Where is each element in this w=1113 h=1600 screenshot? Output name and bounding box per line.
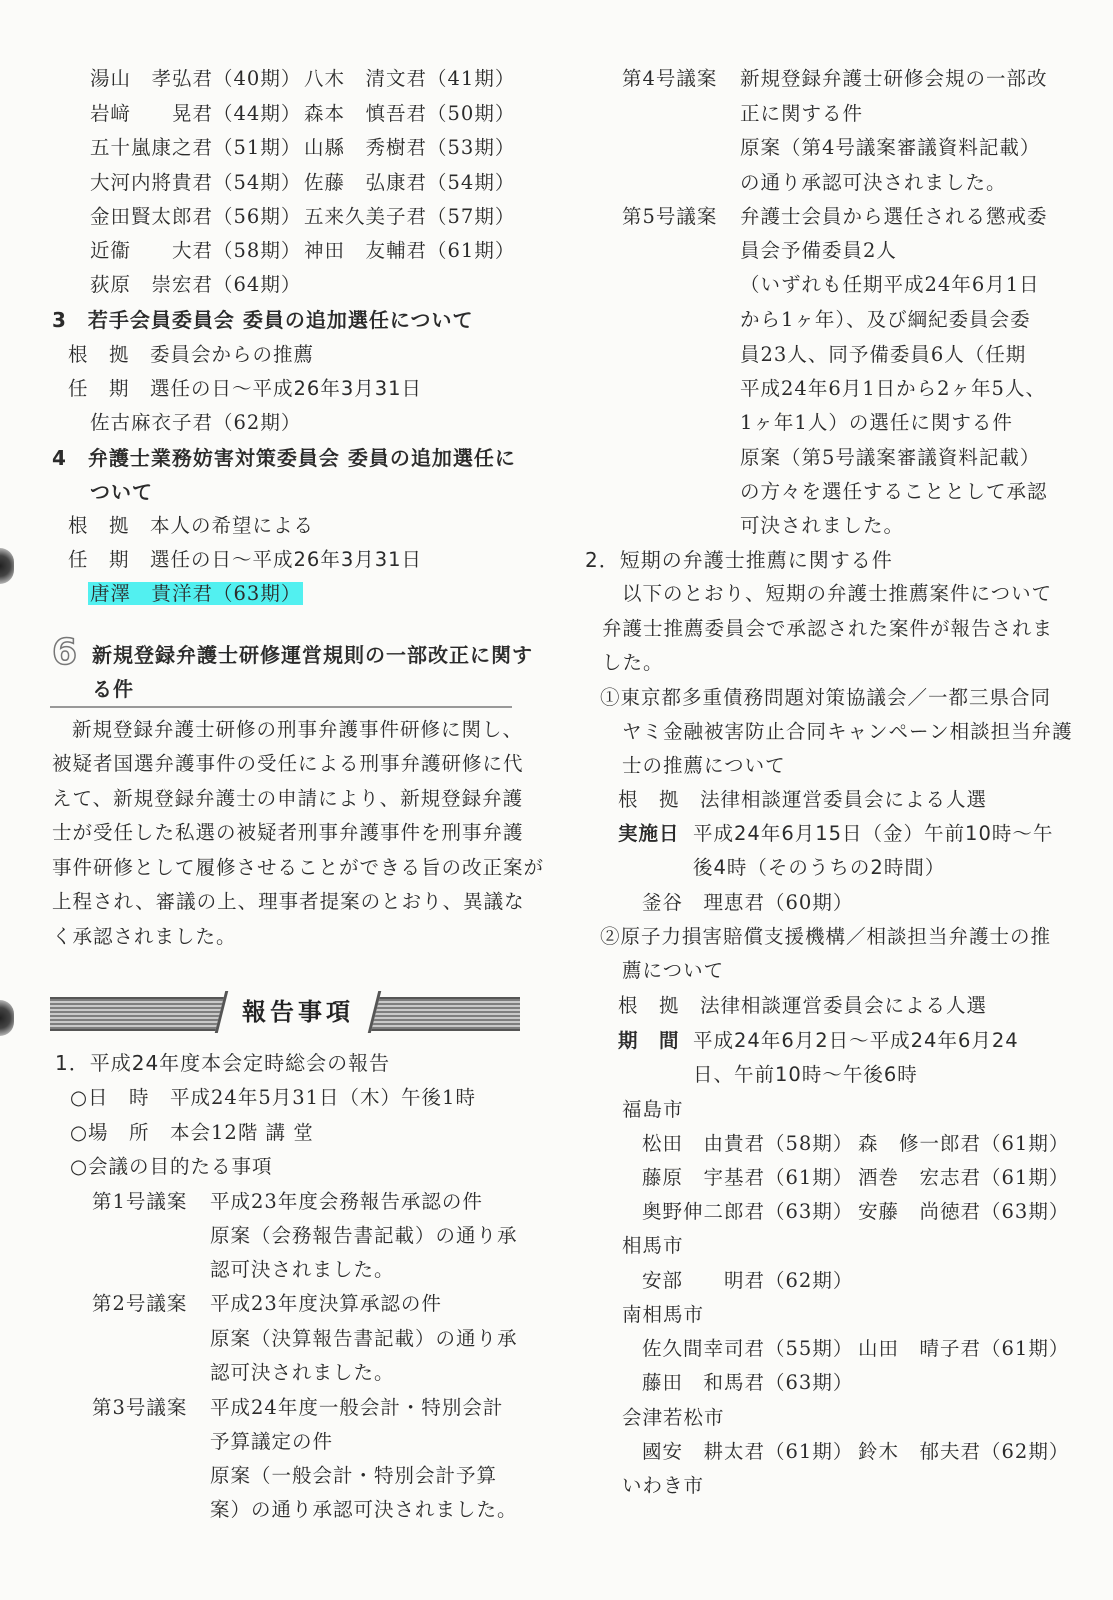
agenda-label: 第4号議案	[622, 67, 718, 90]
member-name: 國安 耕太君（61期）	[642, 1440, 854, 1463]
report-banner	[50, 991, 520, 1033]
member-name: 山田 晴子君（61期）	[858, 1337, 1070, 1360]
city-name: 福島市	[622, 1098, 684, 1121]
member-name: 近衞 大君（58期）	[90, 239, 302, 262]
report-item1-heading: 1．平成24年度本会定時総会の報告	[55, 1051, 391, 1075]
agenda-line: 員会予備委員2人	[740, 239, 897, 262]
agenda-line: 原案（第4号議案審議資料記載）	[740, 136, 1041, 159]
item3-heading: 3 若手会員委員会 委員の追加選任について	[52, 308, 474, 332]
paragraph-line: く承認されました。	[52, 925, 237, 948]
agenda-line: 認可決されました。	[210, 1361, 395, 1384]
case2-term-label: 期 間	[618, 1029, 680, 1052]
member-name: 奥野伸二郎君（63期）	[642, 1200, 854, 1223]
member-name: 佐久間幸司君（55期）	[642, 1337, 854, 1360]
meeting-purpose: ○会議の目的たる事項	[70, 1155, 273, 1178]
member-name: 松田 由貴君（58期）	[642, 1132, 854, 1155]
member-name: 藤原 宇基君（61期）	[642, 1166, 854, 1189]
item4-member	[88, 581, 303, 607]
agenda-line: 平成23年度会務報告承認の件	[210, 1190, 483, 1213]
city-name: いわき市	[622, 1474, 705, 1497]
member-name: 神田 友輔君（61期）	[304, 239, 516, 262]
agenda-line: 平成24年6月1日から2ヶ年5人、	[740, 377, 1046, 400]
city-name: 会津若松市	[622, 1406, 725, 1429]
member-name: 金田賢太郎君（56期）	[90, 205, 302, 228]
case1-basis: 根 拠 法律相談運営委員会による人選	[618, 788, 988, 811]
city-name: 相馬市	[622, 1234, 684, 1257]
member-name: 大河内將貴君（54期）	[90, 171, 302, 194]
case1-title-cont: 士の推薦について	[622, 754, 786, 777]
section-number: 6	[52, 632, 78, 673]
agenda-line: 1ヶ年1人）の選任に関する件	[740, 411, 1013, 434]
case2-basis: 根 拠 法律相談運営委員会による人選	[618, 994, 988, 1017]
agenda-line: の方々を選任することとして承認	[740, 480, 1048, 503]
case2-title-cont: 薦について	[622, 959, 725, 982]
item3-basis: 根 拠 委員会からの推薦	[68, 343, 315, 366]
agenda-label: 第1号議案	[92, 1190, 188, 1213]
paragraph-line: 弁護士推薦委員会で承認された案件が報告されま	[602, 617, 1054, 640]
section6-title: 新規登録弁護士研修運営規則の一部改正に関す	[92, 643, 533, 667]
member-name: 酒巻 宏志君（61期）	[858, 1166, 1070, 1189]
agenda-line: の通り承認可決されました。	[740, 171, 1007, 194]
paragraph-line: 上程され、審議の上、理事者提案のとおり、異議な	[52, 890, 525, 913]
report-banner-title: 報告事項	[242, 998, 354, 1026]
member-name: 森本 慎吾君（50期）	[304, 102, 516, 125]
agenda-line: 予算議定の件	[210, 1430, 334, 1453]
member-name: 荻原 崇宏君（64期）	[90, 273, 302, 296]
agenda-label: 第3号議案	[92, 1396, 188, 1419]
member-name: 森 修一郎君（61期）	[858, 1132, 1070, 1155]
agenda-line: から1ヶ年）、及び綱紀委員会委	[740, 308, 1031, 331]
member-name: 藤田 和馬君（63期）	[642, 1371, 854, 1394]
member-name: 岩﨑 晃君（44期）	[90, 102, 302, 125]
city-name: 南相馬市	[622, 1303, 705, 1326]
item4-heading: 4 弁護士業務妨害対策委員会 委員の追加選任に	[52, 446, 516, 470]
binder-hole	[0, 548, 14, 584]
case1-title: ①東京都多重債務問題対策協議会／一都三県合同	[600, 686, 1052, 709]
agenda-line: 認可決されました。	[210, 1258, 395, 1281]
member-name: 八木 清文君（41期）	[304, 67, 516, 90]
agenda-label: 第5号議案	[622, 205, 718, 228]
highlighted-name: 唐澤 貴洋君（63期）	[90, 582, 302, 605]
meeting-date: ○日 時 平成24年5月31日（木）午後1時	[70, 1086, 476, 1109]
section6-title-cont: る件	[92, 677, 134, 701]
item2-heading: 2．短期の弁護士推薦に関する件	[585, 548, 893, 572]
agenda-line: 可決されました。	[740, 514, 905, 537]
paragraph-line: 新規登録弁護士研修の刑事弁護事件研修に関し、	[72, 718, 524, 741]
agenda-line: 原案（一般会計・特別会計予算	[210, 1464, 498, 1487]
paragraph-line: 被疑者国選弁護事件の受任による刑事弁護研修に代	[52, 752, 524, 775]
case1-date-label: 実施日	[618, 822, 680, 845]
agenda-line: 員23人、同予備委員6人（任期	[740, 343, 1027, 366]
agenda-line: 原案（第5号議案審議資料記載）	[740, 446, 1041, 469]
member-name: 五十嵐康之君（51期）	[90, 136, 302, 159]
paragraph-line: えて、新規登録弁護士の申請により、新規登録弁護	[52, 787, 524, 810]
item3-term: 任 期 選任の日～平成26年3月31日	[68, 377, 423, 400]
item4-basis: 根 拠 本人の希望による	[68, 514, 315, 537]
case2-title: ②原子力損害賠償支援機構／相談担当弁護士の推	[600, 925, 1052, 948]
paragraph-line: した。	[602, 651, 664, 674]
agenda-line: 原案（決算報告書記載）の通り承	[210, 1327, 518, 1350]
agenda-line: 平成24年度一般会計・特別会計	[210, 1396, 504, 1419]
paragraph-line: 事件研修として履修させることができる旨の改正案が	[52, 856, 545, 879]
agenda-line: 新規登録弁護士研修会規の一部改	[740, 67, 1048, 90]
agenda-line: 正に関する件	[740, 102, 864, 125]
agenda-label: 第2号議案	[92, 1292, 188, 1315]
case2-term-cont: 日、午前10時～午後6時	[693, 1063, 918, 1086]
section-divider	[50, 706, 512, 708]
member-name: 五来久美子君（57期）	[304, 205, 516, 228]
agenda-line: 案）の通り承認可決されました。	[210, 1498, 518, 1521]
case1-date: 平成24年6月15日（金）午前10時～午	[693, 822, 1054, 845]
case2-term: 平成24年6月2日～平成24年6月24	[693, 1029, 1019, 1052]
agenda-line: 弁護士会員から選任される懲戒委	[740, 205, 1048, 228]
agenda-line: 平成23年度決算承認の件	[210, 1292, 442, 1315]
case1-title-cont: ヤミ金融被害防止合同キャンペーン相談担当弁護	[622, 720, 1073, 743]
item3-member: 佐古麻衣子君（62期）	[90, 411, 302, 434]
member-name: 鈴木 郁夫君（62期）	[858, 1440, 1070, 1463]
paragraph-line: 以下のとおり、短期の弁護士推薦案件について	[622, 582, 1053, 605]
binder-hole	[0, 1000, 14, 1036]
meeting-place: ○場 所 本会12階 講 堂	[70, 1121, 314, 1144]
member-name: 湯山 孝弘君（40期）	[90, 67, 302, 90]
agenda-line: （いずれも任期平成24年6月1日	[740, 273, 1040, 296]
item4-term: 任 期 選任の日～平成26年3月31日	[68, 548, 423, 571]
member-name: 山縣 秀樹君（53期）	[304, 136, 516, 159]
paragraph-line: 士が受任した私選の被疑者刑事弁護事件を刑事弁護	[52, 821, 524, 844]
member-name: 安藤 尚徳君（63期）	[858, 1200, 1070, 1223]
case1-date-cont: 後4時（そのうちの2時間）	[693, 856, 946, 879]
item4-heading-cont: ついて	[90, 480, 153, 504]
agenda-line: 原案（会務報告書記載）の通り承	[210, 1224, 518, 1247]
case1-member: 釜谷 理恵君（60期）	[642, 891, 854, 914]
member-name: 安部 明君（62期）	[642, 1269, 854, 1292]
member-name: 佐藤 弘康君（54期）	[304, 171, 516, 194]
